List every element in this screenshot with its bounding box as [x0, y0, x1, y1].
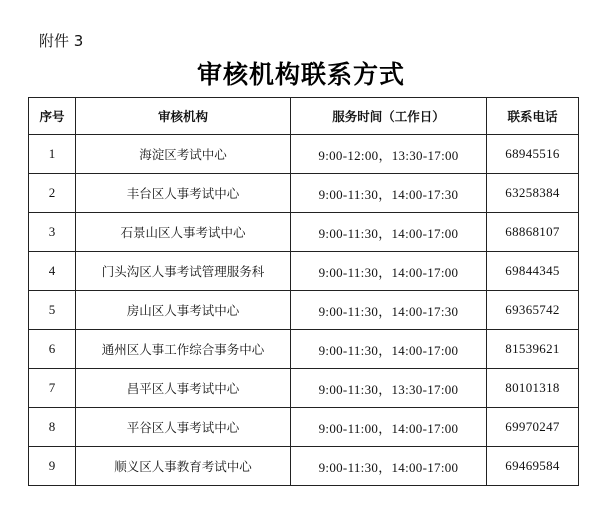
cell-hours: 9:00-11:30，14:00-17:00 — [291, 330, 487, 369]
table-row — [29, 369, 579, 408]
table-row — [29, 330, 579, 369]
cell-hours: 9:00-11:00，14:00-17:00 — [291, 408, 487, 447]
cell-seq: 9 — [29, 447, 76, 486]
cell-seq: 5 — [29, 291, 76, 330]
cell-phone: 69469584 — [487, 447, 579, 486]
cell-phone: 68868107 — [487, 213, 579, 252]
header-hours: 服务时间（工作日） — [291, 98, 487, 135]
cell-seq: 3 — [29, 213, 76, 252]
table-header-row — [29, 98, 579, 135]
header-org: 审核机构 — [76, 98, 291, 135]
cell-phone: 68945516 — [487, 135, 579, 174]
cell-hours: 9:00-11:30，14:00-17:30 — [291, 291, 487, 330]
cell-org: 门头沟区人事考试管理服务科 — [76, 252, 291, 291]
cell-hours: 9:00-11:30，14:00-17:00 — [291, 213, 487, 252]
cell-org: 海淀区考试中心 — [76, 135, 291, 174]
cell-seq: 6 — [29, 330, 76, 369]
cell-phone: 69970247 — [487, 408, 579, 447]
page-title: 审核机构联系方式 — [196, 60, 405, 89]
header-phone: 联系电话 — [487, 98, 579, 135]
attachment-label: 附件 3 — [39, 32, 84, 50]
table-row — [29, 408, 579, 447]
cell-phone: 80101318 — [487, 369, 579, 408]
cell-org: 平谷区人事考试中心 — [76, 408, 291, 447]
cell-seq: 1 — [29, 135, 76, 174]
table-row — [29, 252, 579, 291]
cell-hours: 9:00-11:30，14:00-17:00 — [291, 252, 487, 291]
cell-org: 丰台区人事考试中心 — [76, 174, 291, 213]
cell-phone: 81539621 — [487, 330, 579, 369]
cell-org: 昌平区人事考试中心 — [76, 369, 291, 408]
cell-seq: 7 — [29, 369, 76, 408]
cell-hours: 9:00-11:30，14:00-17:30 — [291, 174, 487, 213]
contacts-table — [28, 97, 579, 486]
header-seq: 序号 — [29, 98, 76, 135]
table-row — [29, 135, 579, 174]
cell-hours: 9:00-11:30，13:30-17:00 — [291, 369, 487, 408]
cell-seq: 4 — [29, 252, 76, 291]
table-row — [29, 174, 579, 213]
cell-phone: 69844345 — [487, 252, 579, 291]
cell-org: 石景山区人事考试中心 — [76, 213, 291, 252]
cell-hours: 9:00-12:00，13:30-17:00 — [291, 135, 487, 174]
cell-phone: 63258384 — [487, 174, 579, 213]
table-row — [29, 213, 579, 252]
cell-hours: 9:00-11:30，14:00-17:00 — [291, 447, 487, 486]
table-row — [29, 447, 579, 486]
cell-org: 通州区人事工作综合事务中心 — [76, 330, 291, 369]
cell-phone: 69365742 — [487, 291, 579, 330]
cell-seq: 8 — [29, 408, 76, 447]
cell-org: 房山区人事考试中心 — [76, 291, 291, 330]
cell-seq: 2 — [29, 174, 76, 213]
table-row — [29, 291, 579, 330]
cell-org: 顺义区人事教育考试中心 — [76, 447, 291, 486]
